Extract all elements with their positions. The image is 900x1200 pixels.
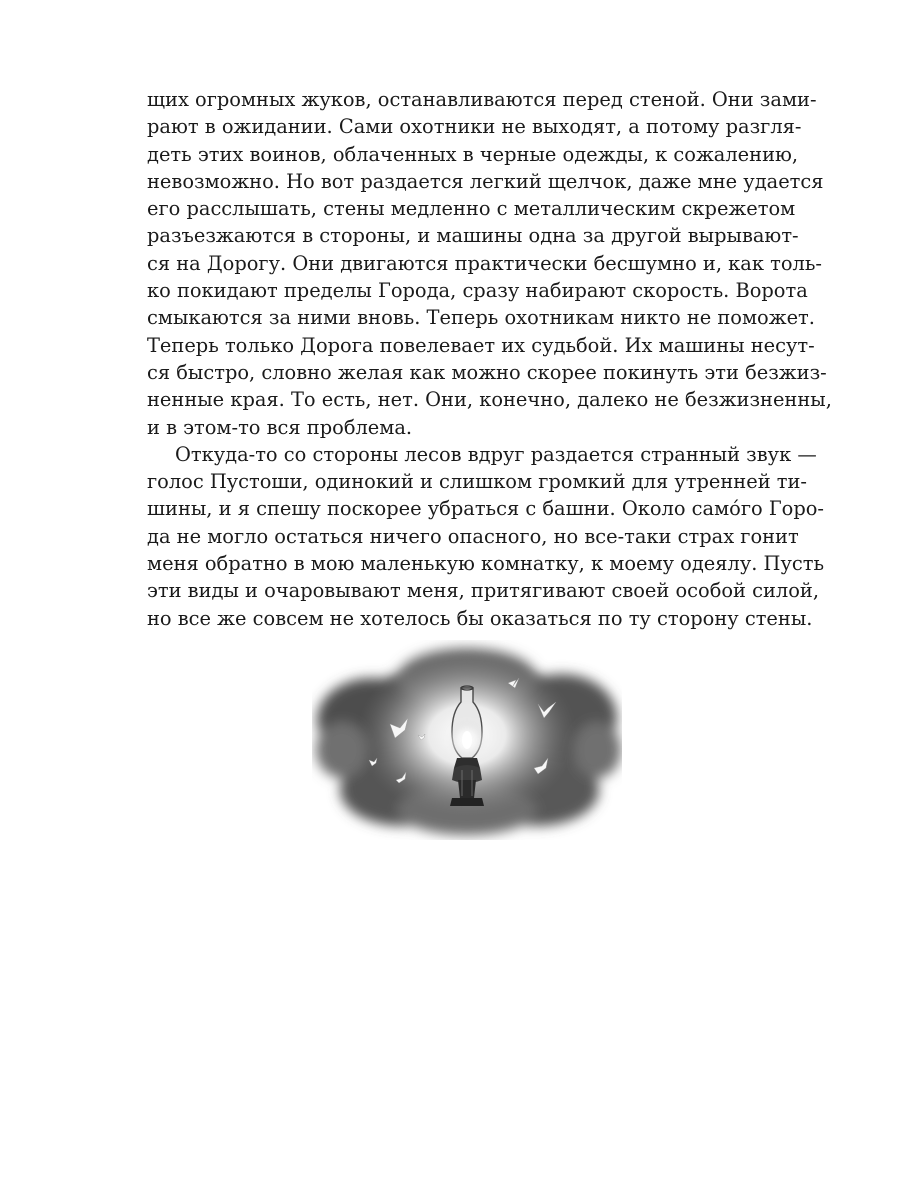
text-line: щих огромных жуков, останавливаются перед стеной. Они зами-: [147, 88, 817, 111]
text-line: ся на Дорогу. Они двигаются практически бесшумно и, как толь-: [147, 251, 822, 275]
page-text: [147, 86, 832, 632]
text-line: да не могло остаться ничего опасного, но все-таки страх гонит: [147, 524, 799, 548]
text-line: шины, и я спешу поскорее убраться с башни. Около само́го Горо-: [147, 497, 824, 521]
oil-lamp-with-birds-in-clouds-icon: [312, 640, 622, 840]
paragraph-2: [147, 441, 825, 632]
text-line: его расслышать, стены медленно с металлическим скрежетом: [147, 197, 796, 221]
text-line: невозможно. Но вот раздается легкий щелчок, даже мне удается: [147, 169, 824, 193]
text-line: ся быстро, словно желая как можно скорее покинуть эти безжиз-: [147, 360, 827, 384]
text-line: Теперь только Дорога повелевает их судьбой. Их машины несут-: [147, 333, 815, 357]
text-line: и в этом-то вся проблема.: [147, 415, 413, 439]
text-line: голос Пустоши, одинокий и слишком громкий для утренней ти-: [147, 470, 807, 494]
text-line: эти виды и очаровывают меня, притягивают своей особой силой,: [147, 579, 819, 603]
text-line: Откуда-то со стороны лесов вдруг раздается странный звук —: [175, 442, 817, 466]
text-line: смыкаются за ними вновь. Теперь охотникам никто не поможет.: [147, 306, 815, 330]
paragraph-1: [147, 86, 832, 441]
text-line: ко покидают пределы Города, сразу набирают скорость. Ворота: [147, 279, 808, 303]
text-line: деть этих воинов, облаченных в черные одежды, к сожалению,: [147, 142, 799, 166]
text-line: но все же совсем не хотелось бы оказаться по ту сторону стены.: [147, 606, 813, 630]
text-line: меня обратно в мою маленькую комнатку, к моему одеялу. Пусть: [147, 552, 825, 576]
text-line: ненные края. То есть, нет. Они, конечно, далеко не безжизненны,: [147, 388, 832, 412]
text-line: разъезжаются в стороны, и машины одна за другой вырывают-: [147, 224, 799, 248]
text-line: рают в ожидании. Сами охотники не выходят, а потому разгля-: [147, 115, 802, 139]
